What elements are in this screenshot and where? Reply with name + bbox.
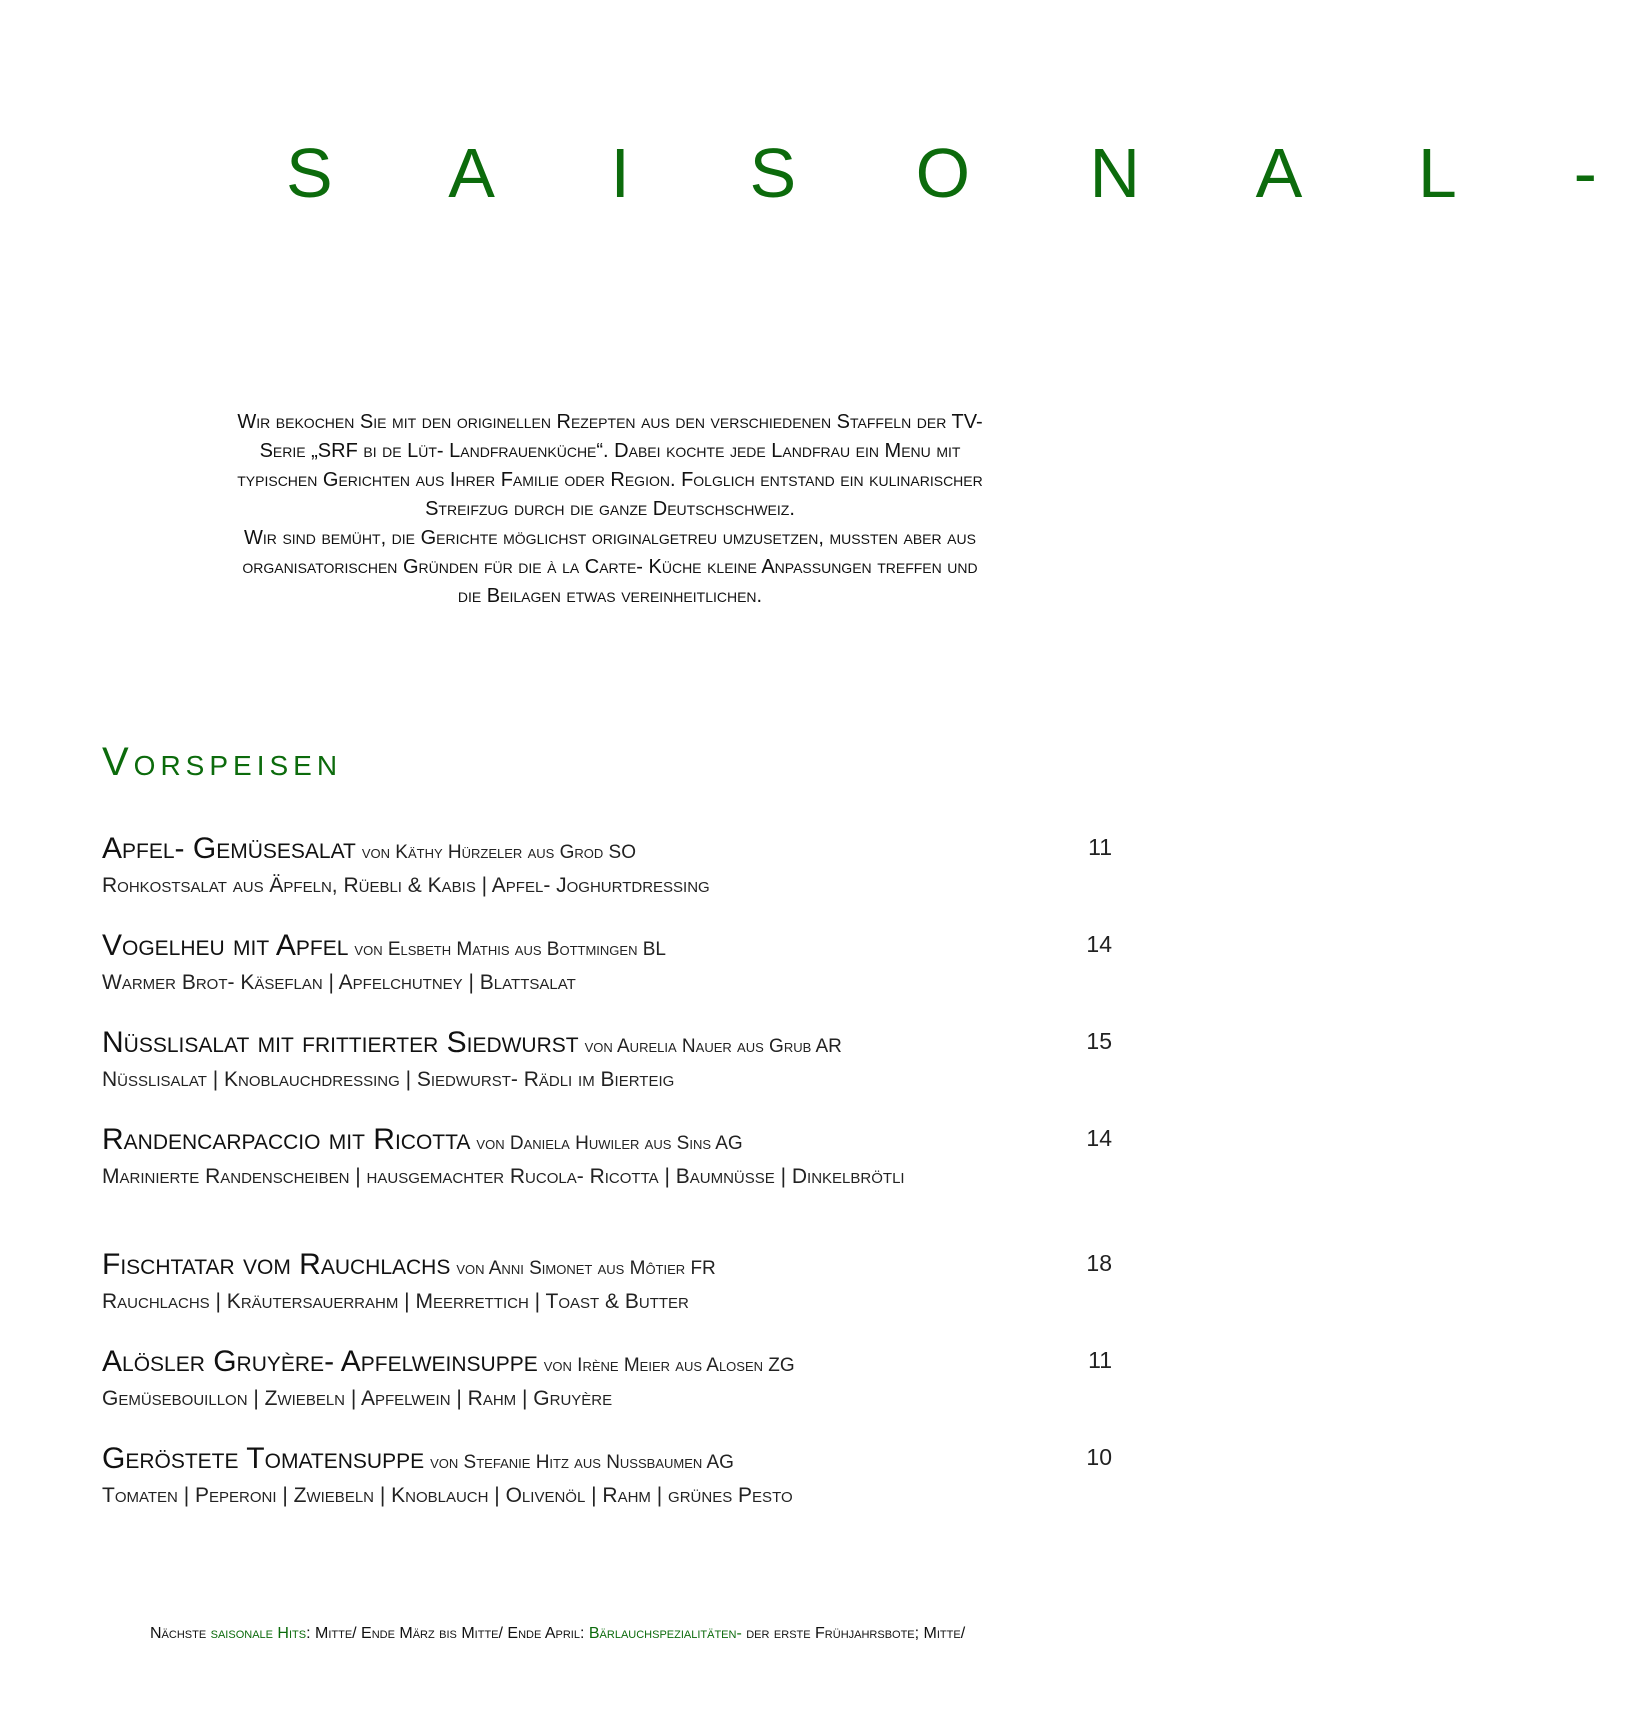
menu-item-header <box>102 1026 1112 1065</box>
menu-item-header <box>102 1123 1112 1162</box>
dish-author: von Aurelia Nauer aus Grub AR <box>584 1036 842 1057</box>
menu-list <box>102 832 1112 1539</box>
dish-author: von Stefanie Hitz aus Nussbaumen AG <box>430 1452 734 1473</box>
dish-price: 11 <box>1088 1347 1112 1373</box>
dish-description: Marinierte Randenscheiben | hausgemachter Rucola- Ricotta | Baumnüsse | Dinkelbrötli <box>102 1165 905 1188</box>
dish-description: Nüsslisalat | Knoblauchdressing | Siedwurst- Rädli im Bierteig <box>102 1068 675 1091</box>
dish-price: 14 <box>1086 931 1112 957</box>
menu-item <box>102 1442 1112 1539</box>
intro-line: Wir bekochen Sie mit den originellen Rezepten aus den verschiedenen Staffeln der TV- <box>237 411 983 433</box>
footer-highlight-saisonale-hits: saisonale Hits <box>210 1625 307 1642</box>
footer-middle: : Mitte/ Ende März bis Mitte/ Ende April: <box>306 1625 589 1642</box>
footer-suffix: der erste Frühjahrsbote; Mitte/ <box>741 1625 966 1642</box>
footer-prefix: Nächste <box>150 1625 211 1642</box>
menu-item-header <box>102 1442 1112 1481</box>
menu-item-header <box>102 929 1112 968</box>
menu-item-header <box>102 1248 1112 1287</box>
dish-name: Fischtatar vom Rauchlachs <box>102 1248 451 1281</box>
dish-name: Randencarpaccio mit Ricotta <box>102 1123 471 1156</box>
dish-name: Geröstete Tomatensuppe <box>102 1442 425 1475</box>
dish-name: Alösler Gruyère- Apfelweinsuppe <box>102 1345 538 1378</box>
menu-item <box>102 1123 1112 1248</box>
dish-price: 11 <box>1088 834 1112 860</box>
dish-description: Gemüsebouillon | Zwiebeln | Apfelwein | Rahm | Gruyère <box>102 1387 613 1410</box>
dish-description: Rauchlachs | Kräutersauerrahm | Meerrettich | Toast & Butter <box>102 1290 689 1313</box>
dish-name: Vogelheu mit Apfel <box>102 929 349 962</box>
intro-line: typischen Gerichten aus Ihrer Familie oder Region. Folglich entstand ein kulinarischer <box>237 469 983 491</box>
dish-author: von Irène Meier aus Alosen ZG <box>543 1355 795 1376</box>
dish-price: 18 <box>1086 1250 1112 1276</box>
dish-author: von Elsbeth Mathis aus Bottmingen BL <box>354 939 666 960</box>
intro-line: organisatorischen Gründen für die à la Carte- Küche kleine Anpassungen treffen und <box>242 556 978 578</box>
menu-item <box>102 1248 1112 1345</box>
menu-item-header <box>102 832 1112 871</box>
intro-line: die Beilagen etwas vereinheitlichen. <box>457 585 763 607</box>
dish-description: Rohkostsalat aus Äpfeln, Rüebli & Kabis | Apfel- Joghurtdressing <box>102 874 710 897</box>
dish-price: 10 <box>1086 1444 1112 1470</box>
menu-item <box>102 1345 1112 1442</box>
dish-description: Tomaten | Peperoni | Zwiebeln | Knoblauch | Olivenöl | Rahm | grünes Pesto <box>102 1484 793 1507</box>
page-title: S A I S O N A L - <box>286 134 1647 212</box>
section-heading-vorspeisen: Vorspeisen <box>102 740 343 784</box>
dish-name: Nüsslisalat mit frittierter Siedwurst <box>102 1026 579 1059</box>
dish-description: Warmer Brot- Käseflan | Apfelchutney | Blattsalat <box>102 971 576 994</box>
dish-author: von Käthy Hürzeler aus Grod SO <box>361 842 636 863</box>
menu-item <box>102 1026 1112 1123</box>
dish-author: von Anni Simonet aus Môtier FR <box>456 1258 716 1279</box>
menu-item <box>102 832 1112 929</box>
dish-author: von Daniela Huwiler aus Sins AG <box>476 1133 743 1154</box>
intro-line: Streifzug durch die ganze Deutschschweiz. <box>425 498 795 520</box>
dish-price: 15 <box>1086 1028 1112 1054</box>
menu-item-header <box>102 1345 1112 1384</box>
footer-note <box>150 1625 965 1643</box>
menu-item <box>102 929 1112 1026</box>
dish-price: 14 <box>1086 1125 1112 1151</box>
intro-line: Wir sind bemüht, die Gerichte möglichst originalgetreu umzusetzen, mussten aber aus <box>244 527 976 549</box>
intro-line: Serie „SRF bi de Lüt- Landfrauenküche“. Dabei kochte jede Landfrau ein Menu mit <box>259 440 961 462</box>
intro-text <box>90 408 1130 611</box>
footer-highlight-baerlauch: Bärlauchspezialitäten- <box>588 1625 742 1642</box>
dish-name: Apfel- Gemüsesalat <box>102 832 356 865</box>
